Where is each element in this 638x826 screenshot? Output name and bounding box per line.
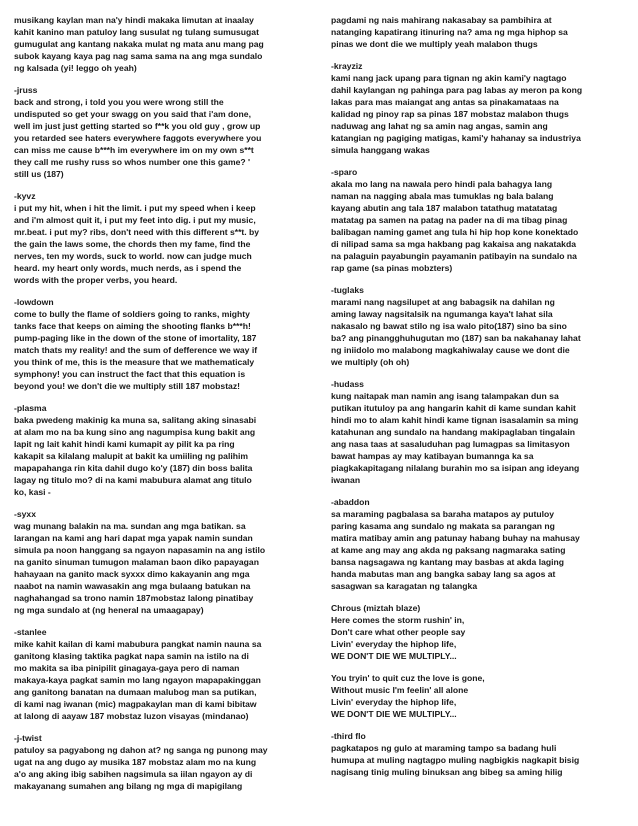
lyric-line: bawat hampas ay may katibayan bumannga ka sa (330, 451, 534, 461)
lyric-line: makayanang sumahen ang bilang ng mga di mapigilang (14, 781, 243, 791)
verse-block (331, 602, 624, 662)
verse-block (14, 190, 315, 286)
lyric-line: bansa nagsagawa ng kantang may basbas at akda laging (330, 557, 565, 567)
lyric-line: match thats my reality! and the sum of defference we way if (14, 345, 258, 355)
lyric-line: dahil kaylangan ng pahinga para pag labas ay meron pa kong (330, 85, 583, 95)
lyric-line: naghahangad sa trono namin 187mobstaz lalong pinatibay (14, 593, 254, 603)
lyric-line: pagdami ng nais mahirang nakasabay sa pambihira at (330, 15, 552, 25)
lyric-line: back and strong, i told you you were wrong still the (14, 97, 224, 107)
lyric-line: gumugulat ang kantang nakaka mulat ng mata anu mang pag (14, 39, 264, 49)
left-column (14, 14, 315, 826)
verse-block (331, 60, 624, 156)
lyric-line: di kami nag iwanan (mic) magpakaylan man di kami bibitaw (14, 699, 257, 709)
verse-heading: -third flo (330, 731, 366, 741)
lyric-line: ng mga sundalo at (ng heneral na umaagapay) (14, 605, 204, 615)
lyric-line: well im just just getting started so f**k you old guy , grow up (14, 121, 261, 131)
lyric-line: ng kalsada (yi! leggo oh yeah) (14, 63, 137, 73)
verse-block (331, 730, 624, 778)
lyric-line: putikan itutuloy pa ang hangarin kahit di kame sundan kahit (330, 403, 576, 413)
lyric-line: heard. my heart only words, much nerds, as i spend the (14, 263, 242, 273)
lyric-line: aming laway nagsitalsik na ngumanga kaya't lahat sila (330, 309, 553, 319)
lyric-line: i put my hit, when i hit the limit. i put my speed when i keep (14, 203, 256, 213)
verse-heading: -hudass (330, 379, 364, 389)
lyric-line: natanging kapatirang itinuring na? ama ng mga hiphop sa (330, 27, 568, 37)
lyric-line: handa mabutas man ang bangka sabay lang sa agos at (330, 569, 556, 579)
lyric-line: Livin' everyday the hiphop life, (330, 639, 457, 649)
lyric-line: ko, kasi - (14, 487, 51, 497)
lyric-line: nakasalo ng bawat stilo ng isa walo pito(187) sino ba sino (330, 321, 567, 331)
lyric-line: naman na nagging abala mas tumuklas ng bala balang (330, 191, 554, 201)
lyric-line: humupa at muling nagtagpo muling nagbigkis nagkapit bisig (330, 755, 580, 765)
lyric-line: at kame ang may ang akda ng paksang nagmaraka sating (330, 545, 566, 555)
lyric-line: kakapit sa kilalang malupit at bakit ka umiiling ng palihim (14, 451, 248, 461)
lyric-line: musikang kaylan man na'y hindi makaka limutan at inaalay (14, 15, 254, 25)
lyric-line: sa maraming pagbalasa sa baraha matapos ay putuloy (330, 509, 554, 519)
lyric-line: sasagwan sa karagatan ng talangka (330, 581, 478, 591)
lyric-line: wag munang balakin na ma. sundan ang mga batikan. sa (14, 521, 246, 531)
lyric-line: ugat na ang dugo ay musika 187 mobstaz alam mo na kung (14, 757, 257, 767)
lyric-line: come to bully the flame of soldiers going to ranks, mighty (14, 309, 250, 319)
lyric-line: can miss me cause b***h im everywhere im on my own s**t (14, 145, 254, 155)
verse-block (14, 84, 315, 180)
lyric-line: matira matibay amin ang patunay habang buhay na mahusay (330, 533, 580, 543)
lyric-line: the gain the laws some, the chords then my fame, find the (14, 239, 251, 249)
lyric-line: Don't care what other people say (330, 627, 466, 637)
lyric-line: mapapahanga rin kita dahil dugo ko'y (187) din boss balita (14, 463, 253, 473)
verse-block (14, 14, 315, 74)
lyric-line: lagay ng titulo mo? di na kami mabubura alamat ang titulo (14, 475, 252, 485)
lyric-line: makaya-kaya pagkat samin mo lang ngayon mapapakinggan (14, 675, 261, 685)
lyric-line: and i'm almost quit it, i put my feet into dig. i put my music, (14, 215, 256, 225)
lyric-line: akala mo lang na nawala pero hindi pala bahagya lang (330, 179, 553, 189)
lyric-line: nerves, ten my words, suck to world. now can judge much (14, 251, 252, 261)
verse-heading: -jruss (14, 85, 38, 95)
lyric-line: mike kahit kailan di kami mabubura pangkat namin nauna sa (14, 639, 262, 649)
verse-block (331, 14, 624, 50)
lyric-line: symphony! you can instruct the fact that this equation is (14, 369, 246, 379)
lyric-line: at lalong di aayaw 187 mobstaz luzon visayas (mindanao) (14, 711, 249, 721)
verse-block (14, 626, 315, 722)
verse-block (14, 296, 315, 392)
verse-heading: -sparo (330, 167, 358, 177)
lyric-line: baka pwedeng makinig ka muna sa, salitang aking sinasabi (14, 415, 257, 425)
verse-heading: -krayziz (330, 61, 363, 71)
verse-heading: -abaddon (330, 497, 370, 507)
lyric-line: balibagan naming gamet ang tula hi hip hop kone konektado (330, 227, 579, 237)
verse-heading: -stanlee (14, 627, 47, 637)
right-column (331, 14, 624, 826)
verse-block (331, 284, 624, 368)
lyric-line: di nilipad sama sa mga hakbang pag kakaisa ang nakatakda (330, 239, 576, 249)
lyric-line: simula hanggang wakas (330, 145, 430, 155)
lyric-line: ganitong klasing taktika pagkat napa samin na istilo na di (14, 651, 249, 661)
lyric-line: iwanan (330, 475, 361, 485)
verse-heading: -j-twist (14, 733, 42, 743)
verse-block (331, 378, 624, 486)
lyric-line: You tryin' to quit cuz the love is gone, (330, 673, 485, 683)
verse-heading: -plasma (14, 403, 47, 413)
verse-block (14, 402, 315, 498)
lyric-line: kayang abutin ang tala 187 malabon tatathug matatatag (330, 203, 558, 213)
lyric-line: WE DON'T DIE WE MULTIPLY... (330, 651, 457, 661)
lyric-line: na ganito sinuman tumugon malaman baon diko papayagan (14, 557, 259, 567)
verse-block (14, 508, 315, 616)
lyric-line: hindi mo to alam kahit hindi kame tignan isasalamin sa ming (330, 415, 579, 425)
lyric-line: ba? ang pinangghuhugutan mo (187) san ba nakahanay lahat (330, 333, 581, 343)
verse-block (14, 732, 315, 792)
lyric-line: pump-paging like in the down of the stone of imortality, 187 (14, 333, 257, 343)
lyric-line: we multiply (oh oh) (330, 357, 410, 367)
lyric-line: patuloy sa pagyabong ng dahon at? ng sanga ng punong may (14, 745, 268, 755)
lyric-line: naduwag ang lahat ng sa amin nag angas, samin ang (330, 121, 548, 131)
verse-heading: -kyvz (14, 191, 36, 201)
lyric-line: kalidad ng pinoy rap sa pinas 187 mobstaz malabon thugs (330, 109, 569, 119)
lyric-line: mr.beat. i put my? ribs, don't need with this different s**t. by (14, 227, 260, 237)
lyric-line: lakas para mas maiangat ang antas sa pinakamataas na (330, 97, 559, 107)
lyric-line: ang ganitong banatan na dumaan malubog man sa putikan, (14, 687, 257, 697)
lyric-line: matatag pa samen na patag na pader na di ma tibag pinag (330, 215, 568, 225)
lyric-line: pinas we dont die we multiply yeah malabon thugs (330, 39, 538, 49)
lyric-line: lapit ng lait kahit hindi kami kumapit ay pilit ka pa ring (14, 439, 235, 449)
lyric-line: ang nasa taas at sasaluduhan pag lumagpas sa limitasyon (330, 439, 570, 449)
lyric-line: piagkakapitagang nilalang burahin mo sa isipan ang ideyang (330, 463, 580, 473)
lyric-line: they call me rushy russ so whos number one this game? ' (14, 157, 251, 167)
lyric-line: ng iniidolo mo malabong magkahiwalay cause we dont die (330, 345, 570, 355)
lyric-line: larangan na kami ang hari dapat mga yapak namin sundan (14, 533, 253, 543)
lyric-line: a'o ang aking ibig sabihen nagsimula sa iilan ngayon ay di (14, 769, 253, 779)
lyric-line: kami nang jack upang para tignan ng akin kami'y nagtago (330, 73, 567, 83)
lyric-line: you retarded see haters everywhere faggots everywhere you (14, 133, 262, 143)
lyric-line: paring kasama ang sundalo ng makata sa parangan ng (330, 521, 555, 531)
verse-heading: -syxx (14, 509, 36, 519)
lyric-line: marami nang nagsilupet at ang babagsik na dahilan ng (330, 297, 555, 307)
lyric-line: WE DON'T DIE WE MULTIPLY... (330, 709, 457, 719)
lyric-line: mo makita sa iba pinipilit ginagaya-gaya pero di naman (14, 663, 240, 673)
lyric-line: simula pa noon hanggang sa ngayon napasamin na ang istilo (14, 545, 266, 555)
verse-block (331, 496, 624, 592)
lyric-line: pagkatapos ng gulo at maraming tampo sa badang huli (330, 743, 557, 753)
lyric-line: still us (187) (14, 169, 64, 179)
lyric-line: Here comes the storm rushin' in, (330, 615, 465, 625)
lyric-line: subok kayang kaya pag nag sama sama na ang mga sundalo (14, 51, 263, 61)
lyric-line: tanks face that keeps on aiming the shooting flanks b***h! (14, 321, 251, 331)
lyric-line: words with the proper verbs, you heard. (14, 275, 178, 285)
lyric-line: at alam mo na ba kung sino ang nagumpisa kung bakit ang (14, 427, 256, 437)
lyric-line: Livin' everyday the hiphop life, (330, 697, 457, 707)
lyric-line: kung naitapak man namin ang isang talampakan dun sa (330, 391, 559, 401)
verse-heading: Chrous (miztah blaze) (330, 603, 421, 613)
verse-heading: -lowdown (14, 297, 54, 307)
verse-heading: -tuglaks (330, 285, 364, 295)
lyric-line: katahunan ang sundalo na handang makipaglaban tingalain (330, 427, 575, 437)
lyric-line: beyond you! we don't die we multiply still 187 mobstaz! (14, 381, 240, 391)
lyric-line: undisputed so get your swagg on you said that i'am done, (14, 109, 251, 119)
lyric-line: nagisang tinig muling binuksan ang bibeg sa aming hilig (330, 767, 563, 777)
verse-block (331, 166, 624, 274)
lyric-line: kahit kanino man patuloy lang susulat ng tulang sumusugat (14, 27, 259, 37)
lyric-line: naabot na namin wawasakin ang mga bulaang batukan na (14, 581, 251, 591)
lyric-line: na palaguin payabungin payamanin patibayin na sundalo na (330, 251, 577, 261)
lyric-line: you think of me, this is the measure that we mathematicaly (14, 357, 255, 367)
lyric-line: hahayaan na ganito mack syxxx dimo kakayanin ang mga (14, 569, 250, 579)
verse-block (331, 672, 624, 720)
lyric-line: katangian ng pagiging matigas, kami'y hahanay sa industriya (330, 133, 581, 143)
lyric-line: Without music I'm feelin' all alone (330, 685, 469, 695)
lyric-line: rap game (sa pinas mobzters) (330, 263, 453, 273)
